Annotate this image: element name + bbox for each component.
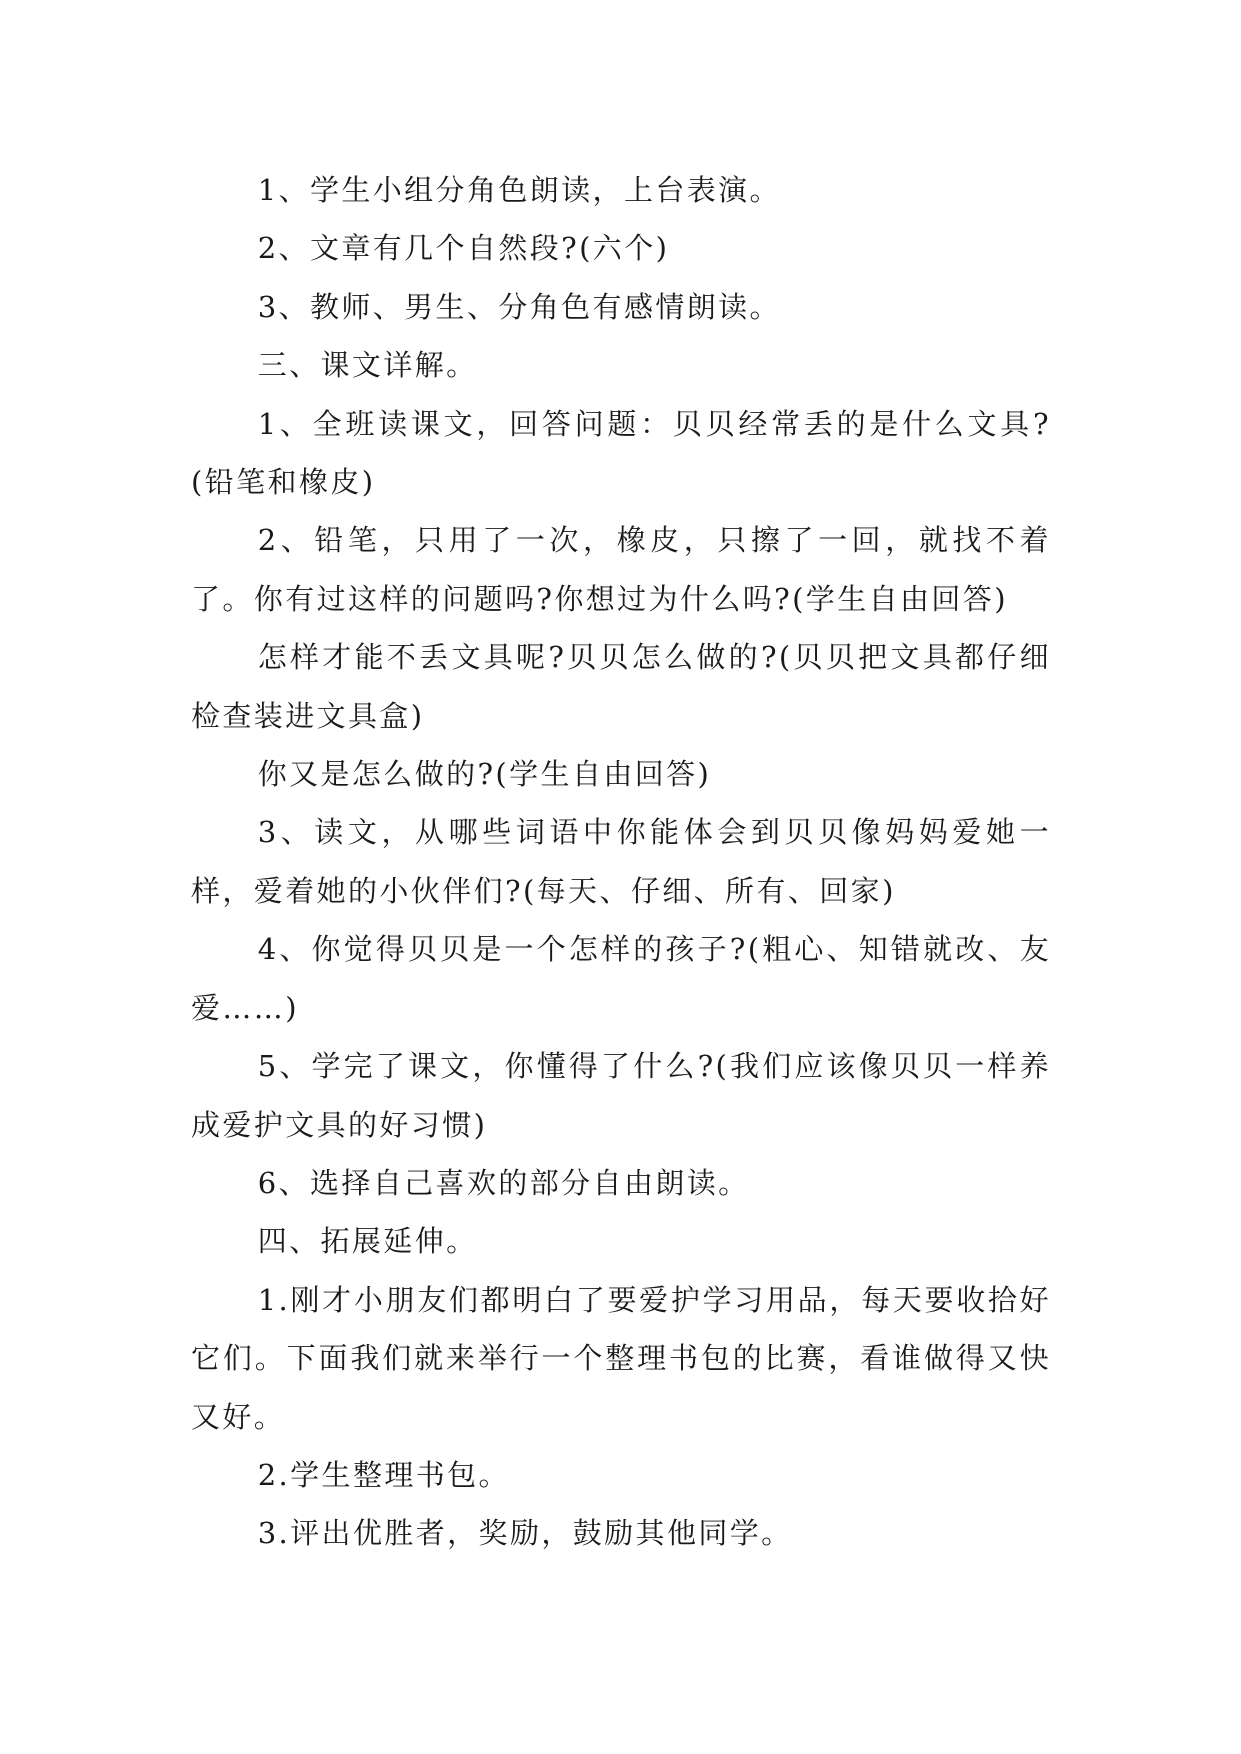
paragraph-11: 5、学完了课文，你懂得了什么?(我们应该像贝贝一样养成爱护文具的好习惯) <box>191 1049 1051 1142</box>
paragraph-10: 4、你觉得贝贝是一个怎样的孩子?(粗心、知错就改、友爱……) <box>191 932 1051 1025</box>
paragraph-7: 怎样才能不丢文具呢?贝贝怎么做的?(贝贝把文具都仔细检查装进文具盒) <box>191 640 1051 733</box>
paragraph-9: 3、读文，从哪些词语中你能体会到贝贝像妈妈爱她一样，爱着她的小伙伴们?(每天、仔细、所有、回家) <box>191 815 1051 908</box>
paragraph-6: 2、铅笔，只用了一次，橡皮，只擦了一回，就找不着了。你有过这样的问题吗?你想过为什么吗?(学生自由回答) <box>191 523 1051 616</box>
paragraph-14: 1.刚才小朋友们都明白了要爱护学习用品，每天要收拾好它们。下面我们就来举行一个整理书包的比赛，看谁做得又快又好。 <box>191 1282 1051 1434</box>
paragraph-2: 2、文章有几个自然段?(六个) <box>257 231 670 266</box>
paragraph-3: 3、教师、男生、分角色有感情朗读。 <box>257 289 781 324</box>
paragraph-16: 3.评出优胜者，奖励，鼓励其他同学。 <box>257 1516 793 1551</box>
paragraph-1: 1、学生小组分角色朗读，上台表演。 <box>257 173 781 207</box>
section-heading-4: 四、拓展延伸。 <box>257 1224 478 1259</box>
paragraph-15: 2.学生整理书包。 <box>257 1457 510 1492</box>
paragraph-8: 你又是怎么做的?(学生自由回答) <box>257 757 712 792</box>
document-body <box>191 161 1051 1563</box>
paragraph-5: 1、全班读课文，回答问题：贝贝经常丢的是什么文具?(铅笔和橡皮) <box>191 406 1051 500</box>
section-heading-3: 三、课文详解。 <box>257 348 478 383</box>
paragraph-12: 6、选择自己喜欢的部分自由朗读。 <box>257 1165 750 1200</box>
